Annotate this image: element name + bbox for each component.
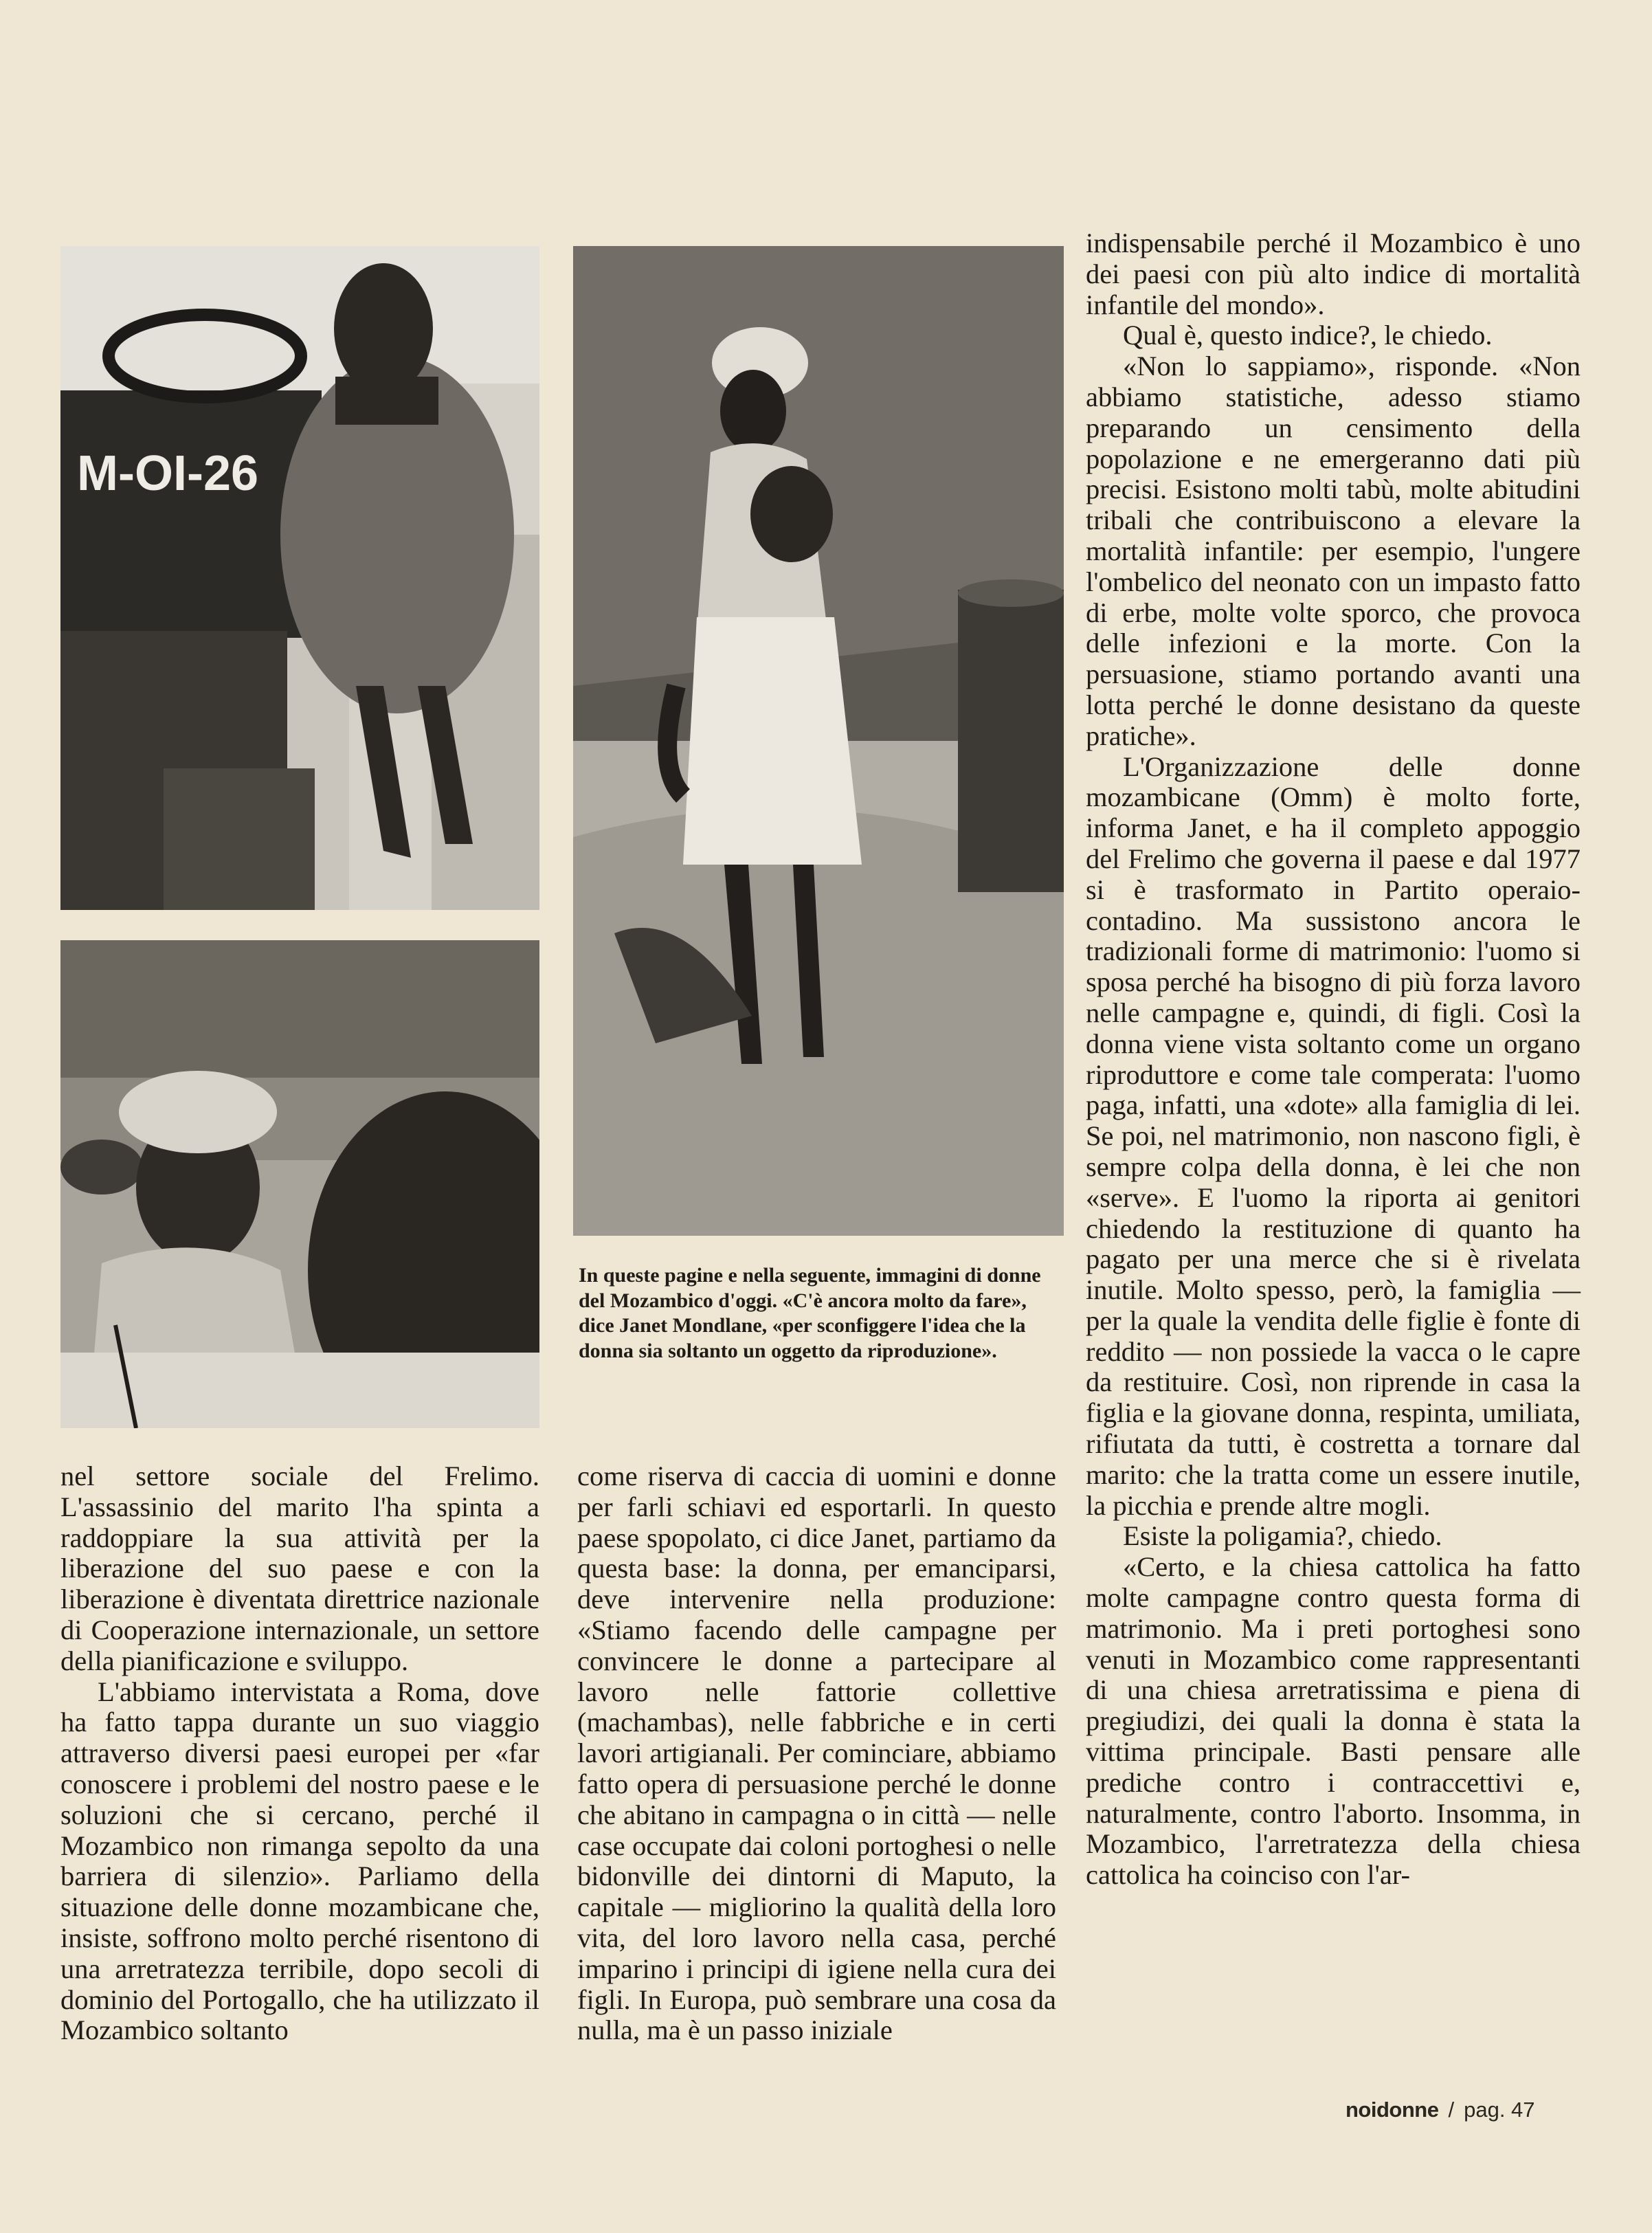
photo-woman-with-child [573,246,1064,1236]
paragraph: L'abbiamo intervistata a Roma, dove ha fatto tappa durante un suo viaggio attraverso diversi paesi europei per «far conoscere i problemi del nostro paese e le soluzioni che si cercano, perché il Mozambico non rimanga sepolto da una barriera di silenzio». Parliamo della situazione delle donne mozambicane che, insiste, soffrono molto perché risentono di una arretratezza terribile, dopo secoli di dominio del Portogallo, che ha utilizzato il Mozambico soltanto [60,1676,539,2046]
footer-separator: / [1448,2098,1455,2122]
article-column-left [60,1461,539,2046]
page-number: pag. 47 [1464,2098,1535,2122]
photo-caption: In queste pagine e nella seguente, immagini di donne del Mozambico d'oggi. «C'è ancora molto da fare», dice Janet Mondlane, «per sconfiggere l'idea che la donna sia soltanto un oggetto da riproduzione». [579,1264,1041,1362]
photo-woman-on-tractor [60,246,539,910]
magazine-brand: noidonne [1346,2098,1439,2122]
tractor-plate-text: M-OI-26 [77,446,259,501]
paragraph: come riserva di caccia di uomini e donne per farli schiavi ed esportarli. In questo paese spopolato, ci dice Janet, partiamo da questa base: la donna, per emanciparsi, deve intervenire nella produzione: «Stiamo facendo delle campagne per convincere le donne a partecipare al lavoro nelle fattorie collettive (machambas), nelle fabbriche e in certi lavori artigianali. Per cominciare, abbiamo fatto opera di persuasione perché le donne che abitano in campagna o in città — nelle case occupate dai coloni portoghesi o nelle bidonville dei dintorni di Maputo, la capitale — migliorino la qualità della loro vita, del loro lavoro nella casa, perché imparino i principi di igiene nella cura dei figli. In Europa, può sembrare una cosa da nulla, ma è un passo iniziale [577,1460,1056,2046]
page-footer [1346,2098,1535,2122]
article-column-right [1086,228,1581,1891]
article-column-middle [577,1461,1056,2046]
photo-woman-in-class [60,940,539,1428]
paragraph: nel settore sociale del Frelimo. L'assassinio del marito l'ha spinta a raddoppiare la sua attività per la liberazione del suo paese e con la liberazione è diventata direttrice nazionale di Cooperazione internazionale, un settore della pianificazione e sviluppo. [60,1460,539,1676]
paragraph: Qual è, questo indice?, le chiedo. [1123,320,1493,351]
paragraph: «Non lo sappiamo», risponde. «Non abbiamo statistiche, adesso stiamo preparando un censimento della popolazione e ne emergeranno dati più precisi. Esistono molti tabù, molte abitudini tribali che contribuiscono a elevare la mortalità infantile: per esempio, l'ungere l'ombelico del neonato con un impasto fatto di erbe, molte volte sporco, che provoca delle infezioni e la morte. Con la persuasione, stiamo portando avanti una lotta perché le donne desistano da queste pratiche». [1086,351,1581,751]
paragraph: Esiste la poligamia?, chiedo. [1123,1520,1442,1552]
paragraph: indispensabile perché il Mozambico è uno dei paesi con più alto indice di mortalità infantile del mondo». [1086,227,1581,320]
paragraph: «Certo, e la chiesa cattolica ha fatto molte campagne contro questa forma di matrimonio. Ma i preti portoghesi sono venuti in Mozambico come rappresentanti di una chiesa arretratissima e piena di pregiudizi, dei quali la donna è stata la vittima principale. Basti pensare alle prediche contro i contraccettivi e, naturalmente, contro l'aborto. Insomma, in Mozambico, l'arretratezza della chiesa cattolica ha coinciso con l'ar- [1086,1551,1581,1891]
paragraph: L'Organizzazione delle donne mozambicane (Omm) è molto forte, informa Janet, e ha il completo appoggio del Frelimo che governa il paese e dal 1977 si è trasformato in Partito operaio-contadino. Ma sussistono ancora le tradizionali forme di matrimonio: l'uomo si sposa perché ha bisogno di più forza lavoro nelle campagne e, quindi, di figli. Così la donna viene vista soltanto come un organo riproduttore e come tale comperata: l'uomo paga, infatti, una «dote» alla famiglia di lei. Se poi, nel matrimonio, non nascono figli, è sempre colpa della donna, è lei che non «serve». E l'uomo la riporta ai genitori chiedendo la restituzione di quanto ha pagato per una merce che si è rivelata inutile. Molto spesso, però, la famiglia — per la quale la vendita delle figlie è fonte di reddito — non possiede la vacca o le capre da restituire. Così, non riprende in casa la figlia e la giovane donna, respinta, umiliata, rifiutata da tutti, è costretta a tornare dal marito: che la tratta come un essere inutile, la picchia e prende altre mogli. [1086,751,1581,1521]
